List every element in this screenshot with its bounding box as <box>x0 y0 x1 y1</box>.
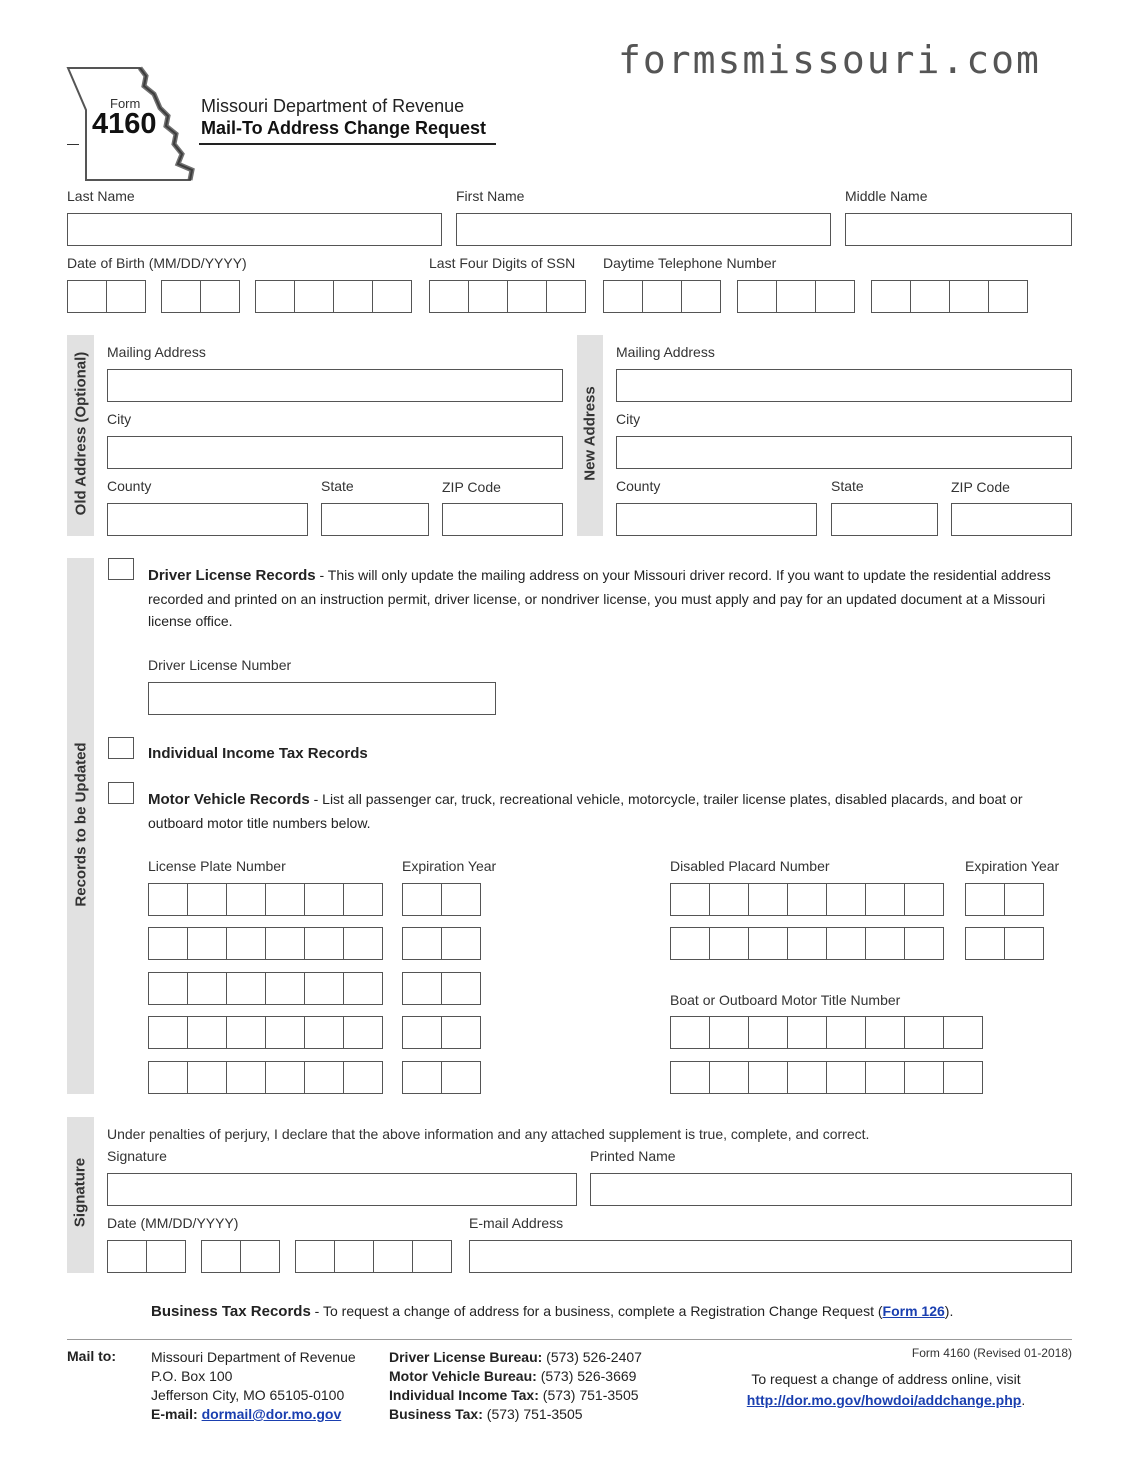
new-state-label: State <box>831 478 864 494</box>
placard-row[interactable] <box>670 927 944 960</box>
dob-year-cells[interactable] <box>255 280 412 313</box>
mv-bureau-line <box>389 1367 642 1386</box>
placard-exp-label: Expiration Year <box>965 858 1060 874</box>
income-tax-phone: (573) 751-3505 <box>538 1387 639 1403</box>
new-zip-field[interactable] <box>951 503 1072 536</box>
last-name-field[interactable] <box>67 213 442 246</box>
watermark: formsmissouri.com <box>618 38 1041 82</box>
business-tax-phone: (573) 751-3505 <box>482 1406 583 1422</box>
first-name-field[interactable] <box>456 213 831 246</box>
new-county-field[interactable] <box>616 503 817 536</box>
income-tax-label: Individual Income Tax: <box>389 1387 539 1403</box>
business-tax-end: ). <box>944 1303 954 1319</box>
phone-line-cells[interactable] <box>871 280 1028 313</box>
dl-bureau-label: Driver License Bureau: <box>389 1349 543 1365</box>
form-126-link[interactable]: Form 126 <box>882 1303 945 1319</box>
income-tax-checkbox[interactable] <box>108 737 134 759</box>
boat-row[interactable] <box>670 1016 983 1049</box>
driver-license-checkbox[interactable] <box>108 558 134 580</box>
first-name-label: First Name <box>456 188 525 204</box>
placard-number-label: Disabled Placard Number <box>670 858 830 874</box>
plate-row[interactable] <box>148 883 383 916</box>
old-mailing-field[interactable] <box>107 369 563 402</box>
footer-addr-line3: Jefferson City, MO 65105-0100 <box>151 1387 345 1403</box>
plate-exp-row[interactable] <box>402 927 481 960</box>
plate-row[interactable] <box>148 972 383 1005</box>
sign-date-label: Date (MM/DD/YYYY) <box>107 1215 239 1231</box>
motor-vehicle-text: - List all passenger car, truck, recreational vehicle, motorcycle, trailer license plates, disabled placards, and boat or outboard motor title numbers below. <box>148 791 1023 831</box>
driver-license-paragraph <box>148 564 1068 633</box>
old-city-field[interactable] <box>107 436 563 469</box>
ssn-label: Last Four Digits of SSN <box>429 255 576 271</box>
footer-addr-line2: P.O. Box 100 <box>151 1368 233 1384</box>
online-request-text: To request a change of address online, visit <box>751 1371 1021 1387</box>
new-mailing-label: Mailing Address <box>616 344 715 360</box>
records-side-label: Records to be Updated <box>72 742 90 907</box>
middle-name-field[interactable] <box>845 213 1072 246</box>
old-county-label: County <box>107 478 152 494</box>
footer-email-label: E-mail: <box>151 1406 198 1422</box>
business-tax-phone-line <box>389 1405 642 1424</box>
plate-row[interactable] <box>148 927 383 960</box>
phone-label: Daytime Telephone Number <box>603 255 777 271</box>
agency-name: Missouri Department of Revenue <box>201 96 465 116</box>
old-state-field[interactable] <box>321 503 429 536</box>
new-zip-label: ZIP Code <box>951 479 1010 495</box>
mail-to-label: Mail to: <box>67 1348 116 1364</box>
dl-number-label: Driver License Number <box>148 657 292 673</box>
title-underline <box>199 143 496 145</box>
footer-divider <box>67 1339 1072 1340</box>
business-tax-line <box>151 1303 953 1320</box>
boat-number-label: Boat or Outboard Motor Title Number <box>670 992 901 1008</box>
middle-name-label: Middle Name <box>845 188 928 204</box>
business-tax-text: - To request a change of address for a business, complete a Registration Change Request ( <box>310 1303 883 1319</box>
income-tax-line <box>389 1386 642 1405</box>
new-city-field[interactable] <box>616 436 1072 469</box>
last-name-label: Last Name <box>67 188 135 204</box>
plate-exp-row[interactable] <box>402 972 481 1005</box>
dob-day-cells[interactable] <box>161 280 240 313</box>
new-state-field[interactable] <box>831 503 938 536</box>
dl-number-field[interactable] <box>148 682 496 715</box>
new-city-label: City <box>616 411 641 427</box>
sign-date-month-cells[interactable] <box>107 1240 186 1273</box>
boat-row[interactable] <box>670 1061 983 1094</box>
sign-date-day-cells[interactable] <box>201 1240 280 1273</box>
plate-number-label: License Plate Number <box>148 858 286 874</box>
ssn-cells[interactable] <box>429 280 586 313</box>
placard-row[interactable] <box>670 883 944 916</box>
signature-field[interactable] <box>107 1173 577 1206</box>
perjury-statement: Under penalties of perjury, I declare that the above information and any attached supplement is true, complete, and correct. <box>107 1126 870 1142</box>
old-address-side-label: Old Address (Optional) <box>72 351 90 516</box>
mailing-address-block <box>151 1348 356 1424</box>
motor-vehicle-paragraph <box>148 788 1073 834</box>
printed-name-field[interactable] <box>590 1173 1072 1206</box>
plate-exp-row[interactable] <box>402 1016 481 1049</box>
footer-email-line <box>151 1405 356 1424</box>
motor-vehicle-title: Motor Vehicle Records <box>148 791 310 808</box>
new-mailing-field[interactable] <box>616 369 1072 402</box>
driver-license-title: Driver License Records <box>148 567 316 584</box>
old-city-label: City <box>107 411 132 427</box>
plate-row[interactable] <box>148 1016 383 1049</box>
old-zip-field[interactable] <box>442 503 563 536</box>
sign-date-year-cells[interactable] <box>295 1240 452 1273</box>
footer-email-link[interactable]: dormail@dor.mo.gov <box>201 1406 342 1422</box>
dob-month-cells[interactable] <box>67 280 146 313</box>
plate-row[interactable] <box>148 1061 383 1094</box>
mv-bureau-phone: (573) 526-3669 <box>536 1368 637 1384</box>
email-label: E-mail Address <box>469 1215 564 1231</box>
signature-label: Signature <box>107 1148 167 1164</box>
form-revision: Form 4160 (Revised 01-2018) <box>911 1346 1072 1360</box>
footer-addr-line1: Missouri Department of Revenue <box>151 1349 356 1365</box>
new-address-side-label: New Address <box>581 386 599 481</box>
income-tax-title: Individual Income Tax Records <box>148 745 368 762</box>
plate-exp-label: Expiration Year <box>402 858 497 874</box>
placard-exp-row[interactable] <box>965 927 1044 960</box>
old-state-label: State <box>321 478 354 494</box>
form-title: Mail-To Address Change Request <box>201 118 487 138</box>
printed-name-label: Printed Name <box>590 1148 676 1164</box>
driver-license-text: - This will only update the mailing address on your Missouri driver record. If you want to update the residential address recorded and printed on an instruction permit, driver license, or nondriver license, you must apply and pay for an updated document at a Missouri license office. <box>148 567 1051 629</box>
business-tax-label: Business Tax: <box>389 1406 483 1422</box>
old-county-field[interactable] <box>107 503 308 536</box>
online-request-link[interactable]: http://dor.mo.gov/howdoi/addchange.php <box>746 1392 1022 1408</box>
dl-bureau-line <box>389 1348 642 1367</box>
old-zip-label: ZIP Code <box>442 479 501 495</box>
form-number: 4160 <box>92 108 157 140</box>
online-request-end: . <box>1021 1392 1026 1408</box>
mv-bureau-label: Motor Vehicle Bureau: <box>389 1368 537 1384</box>
dl-bureau-phone: (573) 526-2407 <box>542 1349 642 1365</box>
new-county-label: County <box>616 478 661 494</box>
old-mailing-label: Mailing Address <box>107 344 206 360</box>
plate-exp-row[interactable] <box>402 883 481 916</box>
header-tick <box>67 144 79 145</box>
phone-area-cells[interactable] <box>603 280 721 313</box>
signature-side-label: Signature <box>71 1157 89 1228</box>
phone-prefix-cells[interactable] <box>737 280 855 313</box>
online-request-link-line <box>700 1390 1072 1411</box>
form-word: Form <box>110 96 141 111</box>
business-tax-title: Business Tax Records <box>151 1303 311 1320</box>
plate-exp-row[interactable] <box>402 1061 481 1094</box>
phone-directory <box>389 1348 642 1424</box>
online-request-block <box>700 1369 1072 1411</box>
motor-vehicle-checkbox[interactable] <box>108 782 134 804</box>
dob-label: Date of Birth (MM/DD/YYYY) <box>67 255 247 271</box>
email-field[interactable] <box>469 1240 1072 1273</box>
placard-exp-row[interactable] <box>965 883 1044 916</box>
